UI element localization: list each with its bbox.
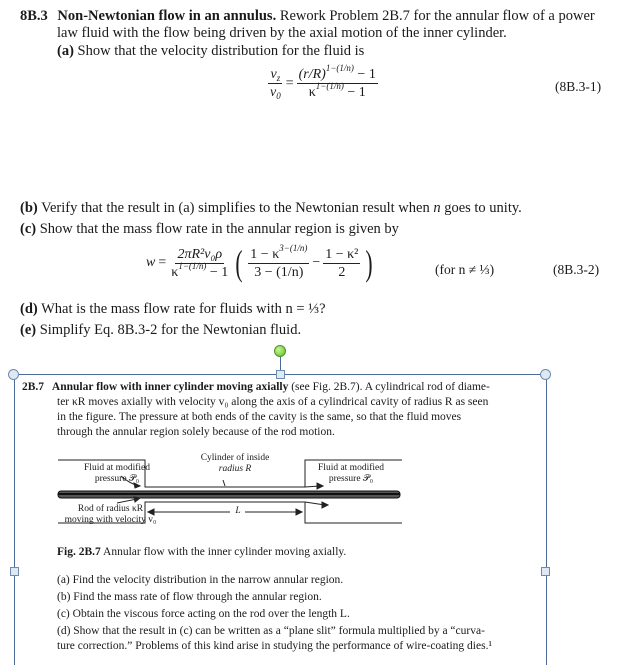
part-b: (b) Verify that the result in (a) simplifies to the Newtonian result when n goes to unity. bbox=[20, 200, 522, 216]
resize-handle-top-right[interactable] bbox=[540, 369, 551, 380]
resize-handle-top-left[interactable] bbox=[8, 369, 19, 380]
eq1-lhs: $\frac{v_z}{v_0}$ bbox=[270, 67, 281, 101]
problem-2b7-line2: ter κR moves axially with velocity v₀ along the axis of a cylindrical cavity of radius R as seen bbox=[57, 396, 489, 408]
resize-handle-middle-right[interactable] bbox=[541, 567, 550, 576]
rotate-handle[interactable] bbox=[274, 345, 286, 357]
part-d: (d) What is the mass flow rate for fluids with n = ⅓? bbox=[20, 301, 326, 317]
part-a bbox=[57, 42, 364, 60]
problem-8b3-heading bbox=[20, 7, 595, 25]
radius-pointer bbox=[223, 480, 225, 486]
fig-label-right-top: Fluid at modified pressure 𝒫₀ bbox=[318, 463, 384, 484]
problem-number: 8B.3 bbox=[20, 8, 48, 24]
equation-condition: (for n ≠ ⅓) bbox=[435, 262, 495, 277]
problem-2b7-line1: 2B.7 Annular flow with inner cylinder moving axially (see Fig. 2B.7). A cylindrical rod of diame- bbox=[22, 381, 490, 393]
problem-2b7-part-d-line1: (d) Show that the result in (c) can be written as a “plane slit” formula multiplied by a “curva- bbox=[57, 625, 485, 637]
equation-8b3-1: $\frac{v_z}{v_0}$ = $\frac{(r/R)^{1-(1/n)} - 1}{\kappa^{1-(1/n)} - 1}$ bbox=[270, 63, 376, 101]
equation-8b3-2: w = $\frac{\text{2πR²v₀ρ}}{\kappa^{1-(1/n)} - 1}$ ( $\frac{1 - \kappa^{3-(1/n)}}{3 - (1/n)}$ − $\frac{\text{1 − κ²}}{2}$ ) bbox=[146, 242, 373, 283]
problem-2b7-line3: in the figure. The pressure at both ends of the cavity is the same, so that the fluid moves bbox=[57, 411, 462, 423]
part-c: (c) Show that the mass flow rate in the annular region is given by bbox=[20, 221, 399, 237]
eq2-term2: $\frac{\text{1 − κ²}}{2}$ bbox=[325, 246, 359, 280]
problem-2b7-part-a: (a) Find the velocity distribution in the narrow annular region. bbox=[57, 574, 344, 586]
fig-label-left-top: Fluid at modified pressure 𝒫₀ bbox=[84, 463, 150, 484]
resize-handle-middle-left[interactable] bbox=[10, 567, 19, 576]
arrow-left-bottom bbox=[117, 499, 137, 503]
problem-intro-line2: law fluid with the flow being driven by the axial motion of the inner cylinder. bbox=[57, 25, 507, 41]
figure-caption: Fig. 2B.7 Annular flow with the inner cylinder moving axially. bbox=[57, 546, 347, 558]
part-a-label: (a) bbox=[57, 43, 74, 59]
resize-handle-top-center[interactable] bbox=[276, 370, 285, 379]
part-a-text: Show that the velocity distribution for the fluid is bbox=[77, 43, 365, 59]
problem-2b7-line4: through the annular region solely because of the rod motion. bbox=[57, 426, 335, 438]
part-e: (e) Simplify Eq. 8B.3-2 for the Newtonian fluid. bbox=[20, 322, 302, 338]
problem-2b7-part-d-line2: ture correction.” Problems of this kind arise in studying the performance of wire-coating dies.¹ bbox=[57, 640, 492, 652]
eq1-rhs: $\frac{(r/R)^{1-(1/n)} - 1}{\kappa^{1-(1/n)} - 1}$ bbox=[298, 63, 376, 100]
equation-number-8b3-1: (8B.3-1) bbox=[555, 79, 602, 94]
fig-label-center: Cylinder of inside radius R bbox=[200, 453, 270, 474]
problem-2b7-part-b: (b) Find the mass rate of flow through the annular region. bbox=[57, 591, 322, 603]
equation-number-8b3-2: (8B.3-2) bbox=[553, 262, 600, 277]
problem-2b7-part-c: (c) Obtain the viscous force acting on the rod over the length L. bbox=[57, 608, 350, 620]
eq2-factor: $\frac{\text{2πR²v₀ρ}}{\kappa^{1-(1/n)} - 1}$ bbox=[171, 246, 229, 280]
fig-label-length: L bbox=[235, 506, 241, 516]
fig-label-left-bottom: Rod of radius κR moving with velocity v₀ bbox=[64, 504, 157, 525]
problem-intro: Rework Problem 2B.7 for the annular flow of a power bbox=[279, 8, 595, 24]
eq2-term1: $\frac{1 - \kappa^{3-(1/n)}}{3 - (1/n)}$ bbox=[250, 242, 308, 280]
problem-title: Non-Newtonian flow in an annulus. bbox=[57, 8, 277, 24]
